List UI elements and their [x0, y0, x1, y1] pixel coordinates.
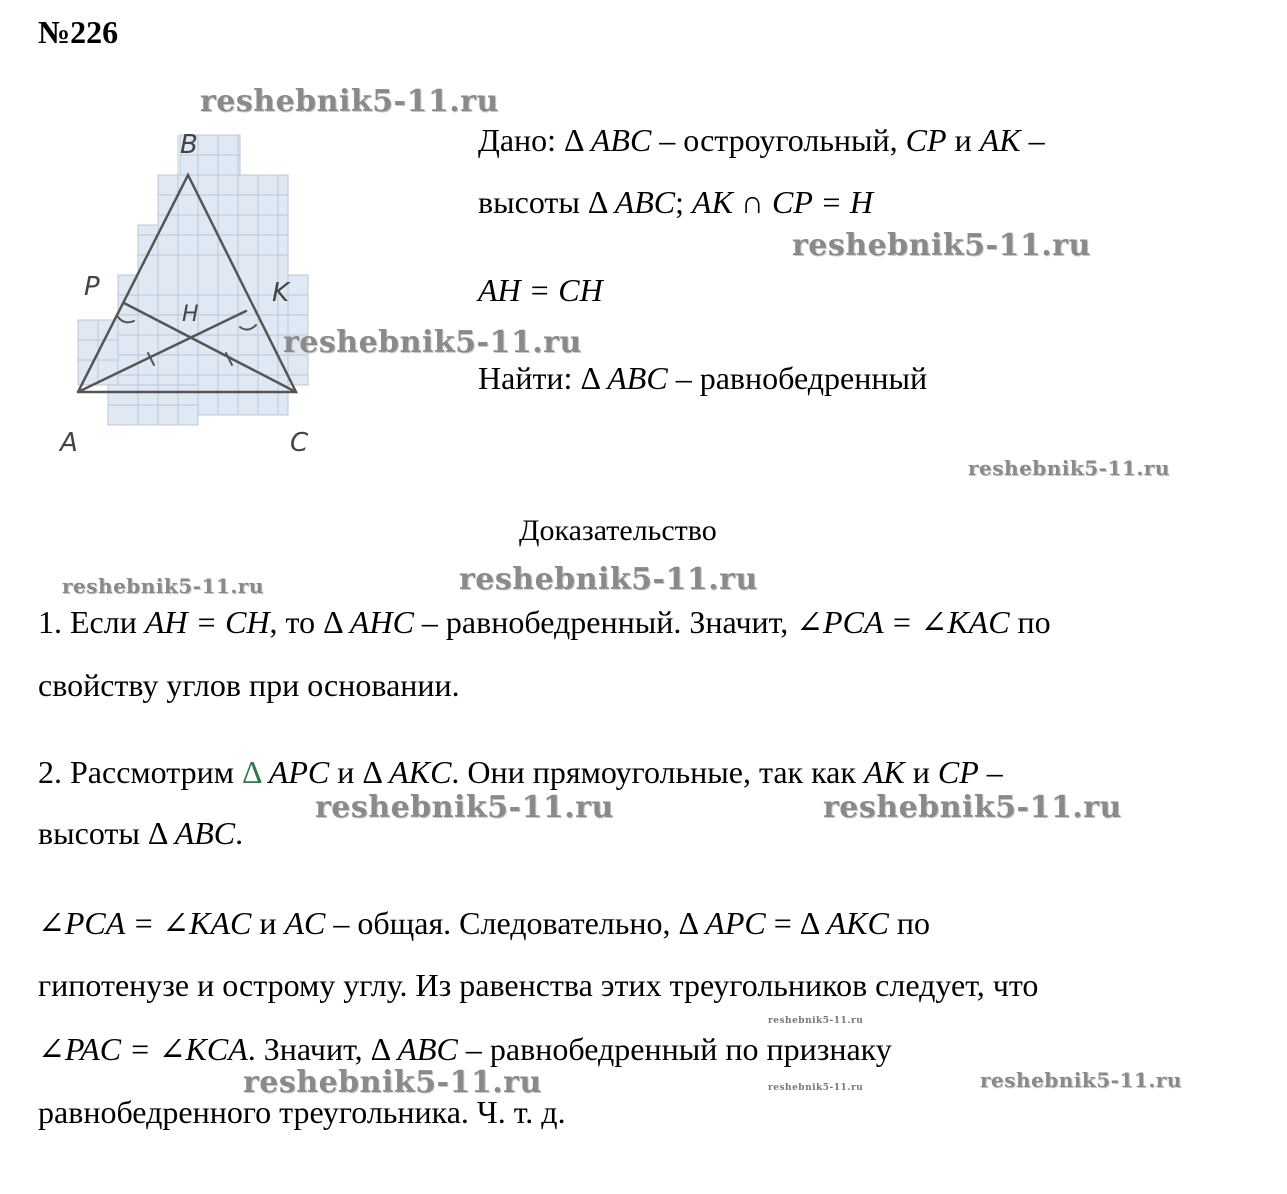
watermark: reshebnik5-11.ru	[768, 1083, 864, 1093]
proof-p3-line3: ∠PAC = ∠KCA. Значит, Δ ABC – равнобедренный по признаку	[38, 1031, 892, 1067]
given-line-3: AH = CH	[478, 272, 603, 308]
proof-p1-line1: 1. Если AH = CH, то Δ AHC – равнобедренный. Значит, ∠PCA = ∠KAC по	[38, 604, 1051, 640]
label-b: B	[180, 130, 198, 160]
label-a: A	[60, 428, 78, 458]
label-c: C	[290, 428, 309, 458]
watermark: reshebnik5-11.ru	[315, 790, 614, 825]
triangle-figure	[40, 95, 350, 465]
watermark: reshebnik5-11.ru	[62, 574, 264, 598]
given-line-1: Дано: Δ ABC – остроугольный, CP и AK –	[478, 122, 1045, 158]
proof-p3-line2: гипотенузе и острому углу. Из равенства этих треугольников следует, что	[38, 967, 1039, 1003]
label-h: H	[182, 302, 199, 327]
watermark: reshebnik5-11.ru	[980, 1068, 1182, 1092]
watermark: reshebnik5-11.ru	[283, 325, 582, 360]
given-line-2: высоты Δ ABC; AK ∩ CP = H	[478, 184, 874, 220]
proof-p2-line1: 2. Рассмотрим Δ APC и Δ AKC. Они прямоугольные, так как AK и CP –	[38, 754, 1003, 790]
watermark: reshebnik5-11.ru	[792, 228, 1091, 263]
proof-p3-line4: равнобедренного треугольника. Ч. т. д.	[38, 1094, 566, 1130]
watermark: reshebnik5-11.ru	[200, 84, 499, 119]
label-p: P	[84, 272, 100, 302]
proof-p3-line1: ∠PCA = ∠KAC и AC – общая. Следовательно, Δ APC = Δ AKC по	[38, 905, 930, 941]
proof-heading: Доказательство	[519, 514, 717, 547]
proof-p2-line2: высоты Δ ABC.	[38, 815, 244, 851]
problem-number: №226	[38, 14, 119, 50]
proof-p1-line2: свойству углов при основании.	[38, 667, 460, 703]
watermark: reshebnik5-11.ru	[459, 562, 758, 597]
watermark: reshebnik5-11.ru	[768, 1016, 864, 1026]
label-k: K	[272, 278, 290, 308]
watermark: reshebnik5-11.ru	[243, 1065, 542, 1100]
watermark: reshebnik5-11.ru	[968, 456, 1170, 480]
find-line: Найти: Δ ABC – равнобедренный	[478, 360, 928, 396]
watermark: reshebnik5-11.ru	[823, 790, 1122, 825]
